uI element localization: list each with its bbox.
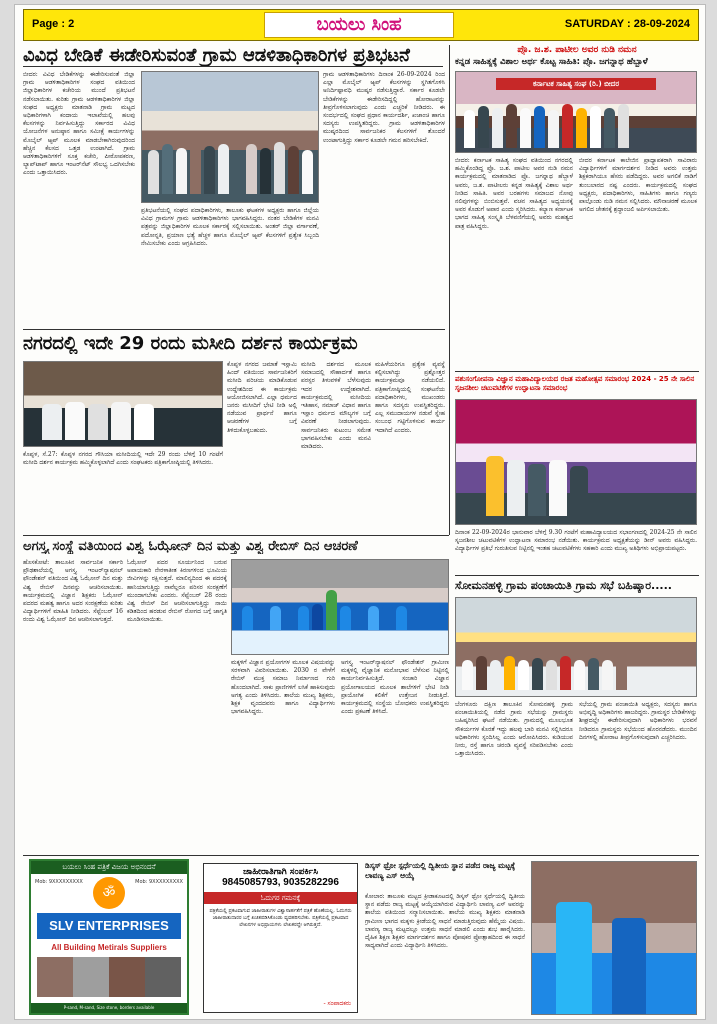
article1-col1: ಬೀದರ: ವಿವಿಧ ಬೇಡಿಕೆಗಳನ್ನು ಈಡೇರಿಸುವಂತೆ ಜಿಲ್ಲಾ ಗ್ರಾಮ ಆಡಳಿತಾಧಿಕಾರಿಗಳ ಸಂಘದ ವತಿಯಿಂದ ಜಿಲ್ಲಾಧಿಕಾರಿಗಳ ಕಚೇರಿಯ ಮುಂದೆ ಪ್ರತಿಭಟನೆ ನಡೆಸಲಾಯಿತು. ಕುರಿತು ಗ್ರಾಮ ಆಡಳಿತಾಧಿಕಾರಿಗಳ ಜಿಲ್ಲಾ ಸಂಘದ ಅಧ್ಯಕ್ಷರು ಮಾತನಾಡಿ ಗ್ರಾಮ ಮಟ್ಟದ ಅಧಿಕಾರಿಗಳಾಗಿ ಕಂದಾಯ ಇಲಾಖೆಯಲ್ಲಿ ಹಲವು ಕೆಲಸಗಳನ್ನು ನಿರ್ವಹಿಸುತ್ತಿದ್ದು ಸರ್ಕಾರದ ವಿವಿಧ ಯೋಜನೆಗಳ ಅನುಷ್ಠಾನ ಹಾಗೂ ಸಮೀಕ್ಷೆ ಕಾರ್ಯಗಳನ್ನು ಮೊಬೈಲ್ ಆ್ಯಪ್ ಮೂಲಕ ಮಾಡಬೇಕಾಗಿರುವುದರಿಂದ ಹೆಚ್ಚಿನ ಕೆಲಸದ ಒತ್ತಡ ಉಂಟಾಗಿದೆ. ಗ್ರಾಮ ಆಡಳಿತಾಧಿಕಾರಿಗಳಿಗೆ ಸೂಕ್ತ ಕಚೇರಿ, ಪೀಠೋಪಕರಣ, ಲ್ಯಾಪ್‌ಟಾಪ್ ಹಾಗೂ ಇಂಟರ್‌ನೆಟ್ ಸೌಲಭ್ಯ ಒದಗಿಸಬೇಕು ಎಂದು ಒತ್ತಾಯಿಸಿದರು. xyxy=(23,71,135,177)
article6-col2: ಸಭೆಯಲ್ಲಿ ಗ್ರಾಮ ಪಂಚಾಯಿತಿ ಅಧ್ಯಕ್ಷರು, ಸದಸ್ಯರು ಹಾಗೂ ಅಭಿವೃದ್ಧಿ ಅಧಿಕಾರಿಗಳು ಹಾಜರಿದ್ದರು. ಗ್ರಾಮಸ್ಥರ ಬೇಡಿಕೆಗಳನ್ನು ಶೀಘ್ರದಲ್ಲೇ ಈಡೇರಿಸುವುದಾಗಿ ಅಧಿಕಾರಿಗಳು ಭರವಸೆ ನೀಡಿದರೂ ಗ್ರಾಮಸ್ಥರು ಸಭೆಯಿಂದ ಹೊರನಡೆದರು. ಮುಂದಿನ ದಿನಗಳಲ್ಲಿ ಹೋರಾಟ ತೀವ್ರಗೊಳಿಸುವುದಾಗಿ ಎಚ್ಚರಿಸಿದರು. xyxy=(579,701,697,741)
ad-footer: P-sand, M-sand, Size stone, borders available xyxy=(31,1003,187,1013)
college-event-photo xyxy=(455,399,697,525)
divider xyxy=(455,575,699,576)
article1-col2: ಪ್ರತಿಭಟನೆಯಲ್ಲಿ ಸಂಘದ ಪದಾಧಿಕಾರಿಗಳು, ತಾಲೂಕು ಘಟಕಗಳ ಅಧ್ಯಕ್ಷರು ಹಾಗೂ ಜಿಲ್ಲೆಯ ವಿವಿಧ ಗ್ರಾಮಗಳ ಗ್ರಾಮ ಆಡಳಿತಾಧಿಕಾರಿಗಳು ಭಾಗವಹಿಸಿದ್ದರು. ನಂತರ ಬೇಡಿಕೆಗಳ ಮನವಿ ಪತ್ರವನ್ನು ಜಿಲ್ಲಾಧಿಕಾರಿಗಳ ಮೂಲಕ ಸರ್ಕಾರಕ್ಕೆ ಸಲ್ಲಿಸಲಾಯಿತು. ಅಂತರ್ ಜಿಲ್ಲಾ ವರ್ಗಾವಣೆ, ಪದೋನ್ನತಿ, ಪ್ರಯಾಣ ಭತ್ಯೆ ಹೆಚ್ಚಳ ಹಾಗೂ ಮೊಬೈಲ್ ಆ್ಯಪ್ ಕೆಲಸಗಳಿಗೆ ಪ್ರತ್ಯೇಕ ಸಿಬ್ಬಂದಿ ನೇಮಿಸಬೇಕು ಎಂದು ಆಗ್ರಹಿಸಿದರು. xyxy=(141,207,319,247)
article2-headline: ಕನ್ನಡ ಸಾಹಿತ್ಯಕ್ಕೆ ವಿಶಾಲ ಅರ್ಥ ಕೊಟ್ಟ ಸಾಹಿತಿ: ಪ್ರೊ. ಜಗನ್ನಾಥ ಹೆಬ್ಬಾಳೆ xyxy=(455,57,648,67)
article6-col1: ಬೆಂಗಳೂರು ದಕ್ಷಿಣ ತಾಲೂಕಿನ ಸೋಮನಹಳ್ಳಿ ಗ್ರಾಮ ಪಂಚಾಯಿತಿಯಲ್ಲಿ ನಡೆದ ಗ್ರಾಮ ಸಭೆಯನ್ನು ಗ್ರಾಮಸ್ಥರು ಬಹಿಷ್ಕರಿಸಿದ ಘಟನೆ ನಡೆಯಿತು. ಗ್ರಾಮದಲ್ಲಿ ಮೂಲಭೂತ ಸೌಕರ್ಯಗಳ ಕೊರತೆ ಇದ್ದು ಹಲವು ಬಾರಿ ಮನವಿ ಸಲ್ಲಿಸಿದರೂ ಅಧಿಕಾರಿಗಳು ಸ್ಪಂದಿಸಿಲ್ಲ ಎಂದು ಆರೋಪಿಸಿದರು. ಕುಡಿಯುವ ನೀರು, ರಸ್ತೆ ಹಾಗೂ ಚರಂಡಿ ವ್ಯವಸ್ಥೆ ಸರಿಪಡಿಸಬೇಕು ಎಂದು ಒತ್ತಾಯಿಸಿದರು. xyxy=(455,701,573,758)
article3-col1: ಕೊಪ್ಪಳ ನಗರದ ಜಮಾತೆ ಇಸ್ಲಾಮಿ ಹಿಂದ್ ವತಿಯಿಂದ ಸಾರ್ವಜನಿಕರಿಗೆ ಮಸೀದಿ ಪರಿಚಯ ಮಾಡಿಕೊಡುವ ಉದ್ದೇಶದಿಂದ ಈ ಕಾರ್ಯಕ್ರಮ ಆಯೋಜಿಸಲಾಗಿದೆ. ಎಲ್ಲಾ ಧರ್ಮದ ಜನರು ಮಸೀದಿಗೆ ಭೇಟಿ ನೀಡಿ ಅಲ್ಲಿ ನಡೆಯುವ ಪ್ರಾರ್ಥನೆ ಹಾಗೂ ಆಚರಣೆಗಳ ಬಗ್ಗೆ ತಿಳಿದುಕೊಳ್ಳಬಹುದು. xyxy=(227,361,297,434)
issue-date: SATURDAY : 28-09-2024 xyxy=(564,18,690,30)
people-figures xyxy=(464,104,629,148)
page-number: Page : 2 xyxy=(32,18,75,30)
article4-text: ದಿನಾಂಕ 22-09-2024ರ ಭಾನುವಾರ ಬೆಳಿಗ್ಗೆ 9.30 ಗಂಟೆಗೆ ಮಹಾವಿದ್ಯಾಲಯದ ಸಭಾಂಗಣದಲ್ಲಿ 2024-25 ನೇ ಸಾಲಿನ ಸೃಜನಶೀಲ ಚಟುವಟಿಕೆಗಳ ಉದ್ಘಾಟನಾ ಸಮಾರಂಭ ನಡೆಯಿತು. ಕಾರ್ಯಕ್ರಮದ ಅಧ್ಯಕ್ಷತೆಯನ್ನು ಡೀನ್ ಅವರು ವಹಿಸಿದ್ದರು. ವಿದ್ಯಾರ್ಥಿಗಳ ಪ್ರತಿಭೆ ಗುರುತಿಸುವ ನಿಟ್ಟಿನಲ್ಲಿ ಇಂತಹ ಚಟುವಟಿಕೆಗಳು ಸಹಕಾರಿ ಎಂದು ಮುಖ್ಯ ಅತಿಥಿಗಳು ಅಭಿಪ್ರಾಯಪಟ್ಟರು. xyxy=(455,529,697,553)
photo-banner: ಕರ್ನಾಟಕ ಸಾಹಿತ್ಯ ಸಂಘ (ರಿ.) ಬೀದರ xyxy=(496,78,656,90)
newspaper-page xyxy=(14,4,706,1020)
article7-headline: ಡಿಸ್ಕಸ್ ಥ್ರೋ ಸ್ಪರ್ಧೆಯಲ್ಲಿ ದ್ವಿತೀಯ ಸ್ಥಾನ ಪಡೆದ ರಾಜ್ಯ ಮಟ್ಟಕ್ಕೆ ಲಾವಣ್ಯ ಎಸ್ ಆಯ್ಕೆ xyxy=(365,861,516,880)
award-photo xyxy=(531,861,697,1015)
article5-col1: ಹೊಸಕೋಟೆ: ತಾಲೂಕಿನ ಸಾರ್ವಜನಿಕ ಸರ್ಕಾರಿ ಪ್ರೌಢಶಾಲೆಯಲ್ಲಿ ಅಗಸ್ತ್ಯ ಇಂಟರ್‌ನ್ಯಾಷನಲ್ ಫೌಂಡೇಶನ್ ವತಿಯಿಂದ ವಿಶ್ವ ಓಝೋನ್ ದಿನ ಮತ್ತು ವಿಶ್ವ ರೇಬಿಸ್ ದಿನವನ್ನು ಆಚರಿಸಲಾಯಿತು. ಕಾರ್ಯಕ್ರಮದಲ್ಲಿ ವಿಜ್ಞಾನ ಶಿಕ್ಷಕರು ಓಝೋನ್ ಪದರದ ಮಹತ್ವ ಹಾಗೂ ಅದರ ಸಂರಕ್ಷಣೆಯ ಕುರಿತು ವಿದ್ಯಾರ್ಥಿಗಳಿಗೆ ಮಾಹಿತಿ ನೀಡಿದರು. ಸೆಪ್ಟೆಂಬರ್ 16 ರಂದು ವಿಶ್ವ ಓಝೋನ್ ದಿನ ಆಚರಿಸಲಾಗುತ್ತದೆ. xyxy=(23,559,123,624)
article2-col2: ಬೀದರ ಕರ್ನಾಟಕ ಕಾಲೇಜಿನ ಪ್ರಾಧ್ಯಾಪಕರಾಗಿ ಸಾವಿರಾರು ವಿದ್ಯಾರ್ಥಿಗಳಿಗೆ ಮಾರ್ಗದರ್ಶನ ನೀಡಿದ ಅವರು ಉತ್ತಮ ಶಿಕ್ಷಕರಾಗಿಯೂ ಹೆಸರು ಪಡೆದಿದ್ದರು. ಅವರ ಅಗಲಿಕೆ ನಾಡಿಗೆ ತುಂಬಲಾರದ ನಷ್ಟ ಎಂದರು. ಕಾರ್ಯಕ್ರಮದಲ್ಲಿ ಸಂಘದ ಅಧ್ಯಕ್ಷರು, ಪದಾಧಿಕಾರಿಗಳು, ಸಾಹಿತಿಗಳು ಹಾಗೂ ಗಣ್ಯರು ಪಾಲ್ಗೊಂಡು ನುಡಿ ನಮನ ಸಲ್ಲಿಸಿದರು. ಮೌನಾಚರಣೆ ಮೂಲಕ ಅಗಲಿದ ಚೇತನಕ್ಕೆ ಶ್ರದ್ಧಾಂಜಲಿ ಅರ್ಪಿಸಲಾಯಿತು. xyxy=(579,157,697,214)
article5-col2: ಓಝೋನ್ ಪದರ ಸೂರ್ಯನಿಂದ ಬರುವ ಅಪಾಯಕಾರಿ ನೇರಳಾತೀತ ಕಿರಣಗಳಿಂದ ಭೂಮಿಯ ಜೀವಿಗಳನ್ನು ರಕ್ಷಿಸುತ್ತದೆ. ಮಾಲಿನ್ಯದಿಂದ ಈ ಪದರಕ್ಕೆ ಹಾನಿಯಾಗುತ್ತಿದ್ದು ನಾವೆಲ್ಲರೂ ಪರಿಸರ ಸಂರಕ್ಷಣೆಗೆ ಮುಂದಾಗಬೇಕು ಎಂದರು. ಸೆಪ್ಟೆಂಬರ್ 28 ರಂದು ವಿಶ್ವ ರೇಬಿಸ್ ದಿನ ಆಚರಿಸಲಾಗುತ್ತಿದ್ದು ನಾಯಿ ಕಡಿತದಿಂದ ಹರಡುವ ರೇಬಿಸ್ ರೋಗದ ಬಗ್ಗೆ ಜಾಗೃತಿ ಮೂಡಿಸಲಾಯಿತು. xyxy=(127,559,227,624)
article3-headline: ನಗರದಲ್ಲಿ ಇದೇ 29 ರಂದು ಮಸೀದಿ ದರ್ಶನ ಕಾರ್ಯಕ್ರಮ xyxy=(23,333,358,354)
article5-col4: ಅಗಸ್ತ್ಯ ಇಂಟರ್‌ನ್ಯಾಷನಲ್ ಫೌಂಡೇಶನ್ ಗ್ರಾಮೀಣ ಮಕ್ಕಳಲ್ಲಿ ವೈಜ್ಞಾನಿಕ ಮನೋಭಾವ ಬೆಳೆಸುವ ನಿಟ್ಟಿನಲ್ಲಿ ಕಾರ್ಯನಿರ್ವಹಿಸುತ್ತಿದೆ. ಸಂಚಾರಿ ವಿಜ್ಞಾನ ಪ್ರಯೋಗಾಲಯದ ಮೂಲಕ ಶಾಲೆಗಳಿಗೆ ಭೇಟಿ ನೀಡಿ ಪ್ರಾಯೋಗಿಕ ಕಲಿಕೆಗೆ ಉತ್ತೇಜನ ನೀಡುತ್ತಿದೆ. ಕಾರ್ಯಕ್ರಮದಲ್ಲಿ ಸಂಸ್ಥೆಯ ಬೋಧಕರು ಉಪಸ್ಥಿತರಿದ್ದರು ಎಂದು ಪ್ರಕಟಣೆ ತಿಳಿಸಿದೆ. xyxy=(341,659,449,716)
ad-contact-title: ಜಾಹೀರಾತಿಗಾಗಿ ಸಂಪರ್ಕಿಸಿ xyxy=(243,867,318,877)
article4-headline: ಪಶುಸಂಗೋಪನಾ ವಿಜ್ಞಾನ ಮಹಾವಿದ್ಯಾಲಯದ ರಜತ ಮಹೋತ್ಸವ ಸಮಾರಂಭ 2024 - 25 ನೇ ಸಾಲಿನ ಸೃಜನಶೀಲ ಚಟುವಟಿಕೆಗಳ ಉದ್ಘಾಟನಾ ಸಮಾರಂಭ xyxy=(455,375,695,392)
people-figures xyxy=(556,902,646,1014)
article3-col3: ಮಹಿಳೆಯರಿಗೂ ಪ್ರತ್ಯೇಕ ವ್ಯವಸ್ಥೆ ಕಲ್ಪಿಸಲಾಗಿದ್ದು ಪ್ರಶ್ನೋತ್ತರ ಕಾರ್ಯಕ್ರಮವೂ ನಡೆಯಲಿದೆ. ಪತ್ರಿಕಾಗೋಷ್ಠಿಯಲ್ಲಿ ಸಂಘಟನೆಯ ಪದಾಧಿಕಾರಿಗಳು, ಮುಖಂಡರು ಹಾಗೂ ಸದಸ್ಯರು ಉಪಸ್ಥಿತರಿದ್ದರು. ಎಲ್ಲ ಸಮುದಾಯಗಳ ನಡುವೆ ಸ್ನೇಹ ಸಂಬಂಧ ಗಟ್ಟಿಗೊಳಿಸುವ ಕಾರ್ಯ ಇದಾಗಿದೆ ಎಂದರು. xyxy=(375,361,445,434)
slv-enterprises-ad xyxy=(29,859,189,1015)
article3-col2: ಮಸೀದಿ ದರ್ಶನದ ಮೂಲಕ ಸಮಾಜದಲ್ಲಿ ಸೌಹಾರ್ದತೆ ಹಾಗೂ ಪರಸ್ಪರ ತಿಳುವಳಿಕೆ ಬೆಳೆಸುವುದು ಇದರ ಉದ್ದೇಶವಾಗಿದೆ. ಕಾರ್ಯಕ್ರಮದಲ್ಲಿ ಮಸೀದಿಯ ಇತಿಹಾಸ, ನಮಾಜ್ ವಿಧಾನ ಹಾಗೂ ಇಸ್ಲಾಂ ಧರ್ಮದ ಮೌಲ್ಯಗಳ ಬಗ್ಗೆ ವಿವರಣೆ ನೀಡಲಾಗುವುದು. ಸಾರ್ವಜನಿಕರು ಕುಟುಂಬ ಸಮೇತ ಭಾಗವಹಿಸಬೇಕು ಎಂದು ಮನವಿ ಮಾಡಿದರು. xyxy=(301,361,371,451)
ad-tagline: All Building Metirals Suppliers xyxy=(51,943,167,952)
article1-col3: ಗ್ರಾಮ ಆಡಳಿತಾಧಿಕಾರಿಗಳು ದಿನಾಂಕ 26-09-2024 ರಿಂದ ಎಲ್ಲಾ ಮೊಬೈಲ್ ಆ್ಯಪ್ ಕೆಲಸಗಳನ್ನು ಸ್ಥಗಿತಗೊಳಿಸಿ ಅನಿರ್ದಿಷ್ಟಾವಧಿ ಮುಷ್ಕರ ನಡೆಸುತ್ತಿದ್ದಾರೆ. ಸರ್ಕಾರ ಕೂಡಲೇ ಬೇಡಿಕೆಗಳನ್ನು ಈಡೇರಿಸದಿದ್ದಲ್ಲಿ ಹೋರಾಟವನ್ನು ತೀವ್ರಗೊಳಿಸಲಾಗುವುದು ಎಂದು ಎಚ್ಚರಿಕೆ ನೀಡಿದರು. ಈ ಸಂದರ್ಭದಲ್ಲಿ ಸಂಘದ ಪ್ರಧಾನ ಕಾರ್ಯದರ್ಶಿ, ಖಜಾಂಚಿ ಹಾಗೂ ಸದಸ್ಯರು ಉಪಸ್ಥಿತರಿದ್ದರು. ಗ್ರಾಮ ಆಡಳಿತಾಧಿಕಾರಿಗಳ ಮುಷ್ಕರದಿಂದ ಸಾರ್ವಜನಿಕರ ಕೆಲಸಗಳಿಗೆ ತೊಂದರೆ ಉಂಟಾಗುತ್ತಿದ್ದು ಸರ್ಕಾರ ಕೂಡಲೇ ಗಮನ ಹರಿಸಬೇಕಿದೆ. xyxy=(323,71,445,144)
article3-caption: ಕೊಪ್ಪಳ, ಸೆ.27: ಕೊಪ್ಪಳ ನಗರದ ಗೌಸಿಯಾ ಮಸೀದಿಯಲ್ಲಿ ಇದೇ 29 ರಂದು ಬೆಳಿಗ್ಗೆ 10 ಗಂಟೆಗೆ ಮಸೀದಿ ದರ್ಶನ ಕಾರ್ಯಕ್ರಮ ಹಮ್ಮಿಕೊಳ್ಳಲಾಗಿದೆ ಎಂದು ಸಂಘಟಕರು ಪತ್ರಿಕಾಗೋಷ್ಠಿಯಲ್ಲಿ ತಿಳಿಸಿದರು. xyxy=(23,451,223,467)
om-icon: ॐ xyxy=(93,877,125,909)
ad-header: ಬಯಲು ಸಿಂಹ ಪತ್ರಿಕೆ ವಿಜಯ ಅಭಿನಂದನೆ xyxy=(31,861,187,874)
column-divider xyxy=(449,45,450,535)
people-figures xyxy=(148,142,313,194)
divider xyxy=(455,371,699,372)
newspaper-title: ಬಯಲು ಸಿಂಹ xyxy=(264,12,454,38)
building-materials-image xyxy=(37,957,181,997)
article5-headline: ಅಗಸ್ತ್ಯ ಸಂಸ್ಥೆ ವತಿಯಿಂದ ವಿಶ್ವ ಓಝೋನ್ ದಿನ ಮತ್ತು ವಿಶ್ವ ರೇಬಿಸ್ ದಿನ ಆಚರಣೆ xyxy=(23,539,358,554)
protest-photo xyxy=(141,71,319,203)
school-students-photo xyxy=(231,559,449,655)
press-meet-photo xyxy=(23,361,223,447)
ad-contact-phone: 9845085793, 9035282296 xyxy=(222,877,339,888)
people-figures xyxy=(462,656,627,690)
editor-signature: - ಸಂಪಾದಕರು xyxy=(323,1000,351,1007)
article2-col1: ಬೀದರ: ಕರ್ನಾಟಕ ಸಾಹಿತ್ಯ ಸಂಘದ ವತಿಯಿಂದ ನಗರದಲ್ಲಿ ಹಮ್ಮಿಕೊಂಡಿದ್ದ ಪ್ರೊ. ಜ.ಶ. ಪಾಟೀಲ ಅವರ ನುಡಿ ನಮನ ಕಾರ್ಯಕ್ರಮದಲ್ಲಿ ಮಾತನಾಡಿದ ಪ್ರೊ. ಜಗನ್ನಾಥ ಹೆಬ್ಬಾಳೆ ಅವರು, ಜ.ಶ. ಪಾಟೀಲರು ಕನ್ನಡ ಸಾಹಿತ್ಯಕ್ಕೆ ವಿಶಾಲ ಅರ್ಥ ನೀಡಿದ ಸಾಹಿತಿ. ಅವರ ಬರಹಗಳು ಸಮಾಜದ ನೋವು ನಲಿವುಗಳನ್ನು ಬಿಂಬಿಸುತ್ತವೆ. ವಚನ ಸಾಹಿತ್ಯದ ಅಧ್ಯಯನಕ್ಕೆ ಅವರ ಕೊಡುಗೆ ಅಪಾರ ಎಂದು ಸ್ಮರಿಸಿದರು. ಕಲ್ಯಾಣ ಕರ್ನಾಟಕ ಭಾಗದ ಸಾಹಿತ್ಯ ಸಂಸ್ಕೃತಿ ಬೆಳವಣಿಗೆಯಲ್ಲಿ ಅವರು ಮಹತ್ವದ ಪಾತ್ರ ವಹಿಸಿದ್ದರು. xyxy=(455,157,573,230)
ad-phone-right: Mob: 9XXXXXXXXX xyxy=(135,879,183,885)
article2-kicker: ಪ್ರೊ. ಜ.ಶ. ಪಾಟೀಲ ಅವರ ನುಡಿ ನಮನ xyxy=(517,45,637,55)
readers-notice-title: ಓದುಗರ ಗಮನಕ್ಕೆ xyxy=(204,892,357,904)
people-figures xyxy=(486,456,588,516)
divider xyxy=(23,535,449,536)
ad-phone-left: Mob: 9XXXXXXXXX xyxy=(35,879,83,885)
gram-sabha-photo xyxy=(455,597,697,697)
tribute-photo xyxy=(455,71,697,153)
ad-brand: SLV ENTERPRISES xyxy=(37,913,181,939)
people-figures xyxy=(42,402,154,440)
article6-headline: ಸೋಮನಹಳ್ಳಿ ಗ್ರಾಮ ಪಂಚಾಯಿತಿ ಗ್ರಾಮ ಸಭೆ ಬಹಿಷ್ಕಾರ..... xyxy=(455,579,672,592)
article5-col3: ಮಕ್ಕಳಿಗೆ ವಿಜ್ಞಾನ ಪ್ರಯೋಗಗಳ ಮೂಲಕ ವಿಷಯವನ್ನು ಸರಳವಾಗಿ ವಿವರಿಸಲಾಯಿತು. 2030 ರ ವೇಳೆಗೆ ರೇಬಿಸ್ ಮುಕ್ತ ಸಮಾಜ ನಿರ್ಮಾಣದ ಗುರಿ ಹೊಂದಲಾಗಿದೆ. ಸಾಕು ಪ್ರಾಣಿಗಳಿಗೆ ಲಸಿಕೆ ಹಾಕಿಸುವುದು ಅಗತ್ಯ ಎಂದು ತಿಳಿಸಿದರು. ಶಾಲೆಯ ಮುಖ್ಯ ಶಿಕ್ಷಕರು, ಶಿಕ್ಷಕ ವೃಂದದವರು ಹಾಗೂ ವಿದ್ಯಾರ್ಥಿಗಳು ಭಾಗವಹಿಸಿದ್ದರು. xyxy=(231,659,335,716)
masthead xyxy=(23,9,699,41)
article7-text: ಕೋಲಾರ: ತಾಲೂಕು ಮಟ್ಟದ ಕ್ರೀಡಾಕೂಟದಲ್ಲಿ ಡಿಸ್ಕಸ್ ಥ್ರೋ ಸ್ಪರ್ಧೆಯಲ್ಲಿ ದ್ವಿತೀಯ ಸ್ಥಾನ ಪಡೆದು ರಾಜ್ಯ ಮಟ್ಟಕ್ಕೆ ಆಯ್ಕೆಯಾಗಿರುವ ವಿದ್ಯಾರ್ಥಿನಿ ಲಾವಣ್ಯ ಎಸ್ ಅವರನ್ನು ಶಾಲೆಯ ವತಿಯಿಂದ ಸನ್ಮಾನಿಸಲಾಯಿತು. ಶಾಲೆಯ ಮುಖ್ಯ ಶಿಕ್ಷಕರು ಮಾತನಾಡಿ ಗ್ರಾಮೀಣ ಭಾಗದ ಮಕ್ಕಳು ಕ್ರೀಡೆಯಲ್ಲಿ ಸಾಧನೆ ಮಾಡುತ್ತಿರುವುದು ಹೆಮ್ಮೆಯ ವಿಷಯ. ಲಾವಣ್ಯ ರಾಜ್ಯ ಮಟ್ಟದಲ್ಲೂ ಉತ್ತಮ ಸಾಧನೆ ಮಾಡಲಿ ಎಂದು ಶುಭ ಹಾರೈಸಿದರು. ದೈಹಿಕ ಶಿಕ್ಷಣ ಶಿಕ್ಷಕರ ಮಾರ್ಗದರ್ಶನ ಹಾಗೂ ಪೋಷಕರ ಪ್ರೋತ್ಸಾಹದಿಂದ ಈ ಸಾಧನೆ ಸಾಧ್ಯವಾಗಿದೆ ಎಂದು ವಿದ್ಯಾರ್ಥಿನಿ ತಿಳಿಸಿದರು. xyxy=(365,893,525,950)
article1-col1-cont xyxy=(23,255,135,325)
divider xyxy=(23,329,445,330)
article1-headline: ವಿವಿಧ ಬೇಡಿಕೆ ಈಡೇರಿಸುವಂತೆ ಗ್ರಾಮ ಆಡಳಿತಾಧಿಕಾರಿಗಳ ಪ್ರತಿಭಟನೆ xyxy=(23,45,410,66)
divider xyxy=(23,855,699,856)
readers-notice-body: ಪತ್ರಿಕೆಯಲ್ಲಿ ಪ್ರಕಟವಾಗುವ ಜಾಹೀರಾತುಗಳ ವಿಶ್ವಾಸಾರ್ಹತೆಗೆ ಪತ್ರಿಕೆ ಹೊಣೆಯಲ್ಲ. ಓದುಗರು ಜಾಹೀರಾತುದಾರರ ಬಗ್ಗೆ ಖಚಿತಪಡಿಸಿಕೊಂಡು ವ್ಯವಹರಿಸಬೇಕು. ಪತ್ರಿಕೆಯಲ್ಲಿ ಪ್ರಕಟವಾದ ಲೇಖನಗಳ ಅಭಿಪ್ರಾಯಗಳು ಲೇಖಕರದ್ದೇ ಆಗಿರುತ್ತದೆ. xyxy=(209,908,352,928)
divider xyxy=(23,66,443,67)
advertise-contact-box xyxy=(203,863,358,1013)
people-figures xyxy=(242,590,407,630)
